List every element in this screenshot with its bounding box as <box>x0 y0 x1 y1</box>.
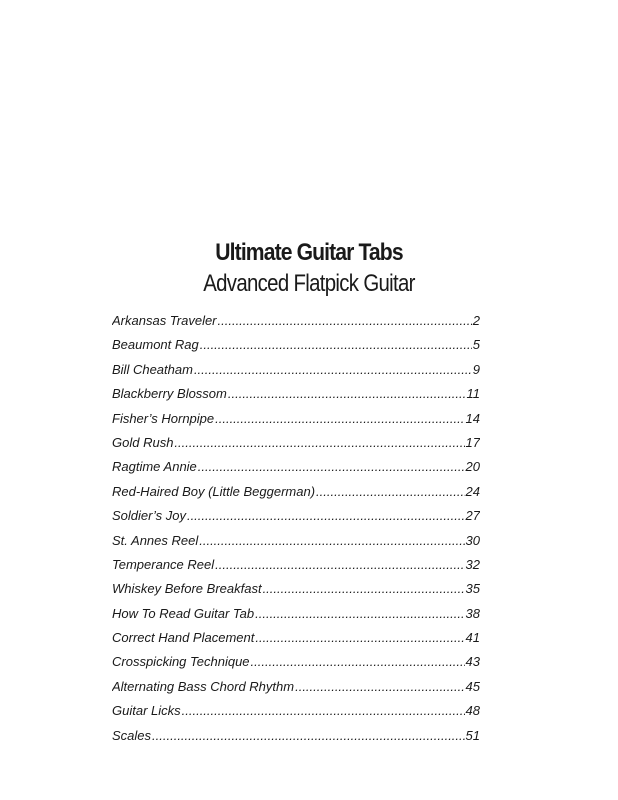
toc-entry[interactable] <box>112 606 480 630</box>
toc-entry[interactable] <box>112 386 480 410</box>
toc-entry-page: 11 <box>466 386 480 402</box>
toc-entry[interactable] <box>112 435 480 459</box>
table-of-contents <box>112 313 480 752</box>
toc-leader-dots <box>215 557 464 572</box>
toc-entry[interactable] <box>112 679 480 703</box>
toc-leader-dots <box>228 386 466 401</box>
toc-entry-page: 17 <box>465 434 480 450</box>
toc-entry-title: Alternating Bass Chord Rhythm <box>112 678 295 694</box>
toc-entry-title: Fisher’s Hornpipe <box>112 410 215 426</box>
toc-entry-title: Beaumont Rag <box>112 337 199 353</box>
toc-entry[interactable] <box>112 581 480 605</box>
toc-leader-dots <box>316 484 464 499</box>
toc-entry-title: Whiskey Before Breakfast <box>112 581 262 597</box>
toc-leader-dots <box>255 630 464 645</box>
toc-entry-page: 30 <box>465 532 480 548</box>
toc-entry[interactable] <box>112 337 480 361</box>
toc-leader-dots <box>255 606 464 621</box>
toc-leader-dots <box>218 313 472 328</box>
toc-entry-page: 41 <box>465 630 480 646</box>
toc-entry-page: 45 <box>465 678 480 694</box>
toc-entry-title: Bill Cheatham <box>112 361 193 377</box>
toc-entry-title: Scales <box>112 727 152 743</box>
title-block <box>0 238 618 300</box>
toc-entry-page: 48 <box>465 703 480 719</box>
toc-entry-page: 27 <box>465 508 480 524</box>
toc-entry[interactable] <box>112 703 480 727</box>
toc-leader-dots <box>200 337 472 352</box>
toc-entry-page: 14 <box>465 410 480 426</box>
toc-leader-dots <box>152 728 465 743</box>
toc-leader-dots <box>187 508 465 523</box>
toc-leader-dots <box>194 362 472 377</box>
toc-entry-title: Blackberry Blossom <box>112 386 227 402</box>
toc-entry-title: Soldier’s Joy <box>112 508 186 524</box>
toc-entry-title: St. Annes Reel <box>112 532 199 548</box>
toc-entry-title: Temperance Reel <box>112 556 215 572</box>
toc-entry[interactable] <box>112 728 480 752</box>
toc-entry[interactable] <box>112 411 480 435</box>
toc-entry-title: Crosspicking Technique <box>112 654 250 670</box>
toc-entry-title: Correct Hand Placement <box>112 630 255 646</box>
toc-entry-page: 51 <box>465 727 480 743</box>
toc-entry-title: Red-Haired Boy (Little Beggerman) <box>112 483 316 499</box>
toc-entry[interactable] <box>112 630 480 654</box>
toc-leader-dots <box>251 654 465 669</box>
toc-entry-title: Arkansas Traveler <box>112 313 217 328</box>
document-title: Ultimate Guitar Tabs <box>215 239 403 266</box>
toc-entry[interactable] <box>112 557 480 581</box>
toc-entry-title: Guitar Licks <box>112 703 181 719</box>
toc-entry[interactable] <box>112 533 480 557</box>
toc-leader-dots <box>263 581 465 596</box>
toc-leader-dots <box>198 459 465 474</box>
toc-entry-page: 9 <box>472 361 480 377</box>
toc-entry-page: 2 <box>472 313 480 328</box>
toc-entry[interactable] <box>112 459 480 483</box>
toc-entry-page: 24 <box>465 483 480 499</box>
toc-entry[interactable] <box>112 654 480 678</box>
toc-entry[interactable] <box>112 508 480 532</box>
toc-entry-title: Ragtime Annie <box>112 459 197 475</box>
toc-leader-dots <box>174 435 464 450</box>
toc-leader-dots <box>295 679 464 694</box>
toc-leader-dots <box>215 411 464 426</box>
toc-entry[interactable] <box>112 484 480 508</box>
toc-leader-dots <box>199 533 464 548</box>
toc-entry-page: 5 <box>472 337 480 353</box>
toc-entry[interactable] <box>112 362 480 386</box>
toc-entry-title: How To Read Guitar Tab <box>112 605 255 621</box>
toc-entry[interactable] <box>112 313 480 337</box>
toc-entry-page: 38 <box>465 605 480 621</box>
toc-entry-page: 43 <box>465 654 480 670</box>
toc-entry-page: 20 <box>465 459 480 475</box>
toc-leader-dots <box>182 703 465 718</box>
toc-entry-page: 35 <box>465 581 480 597</box>
toc-entry-title: Gold Rush <box>112 434 174 450</box>
toc-entry-page: 32 <box>465 556 480 572</box>
document-subtitle: Advanced Flatpick Guitar <box>203 270 415 297</box>
